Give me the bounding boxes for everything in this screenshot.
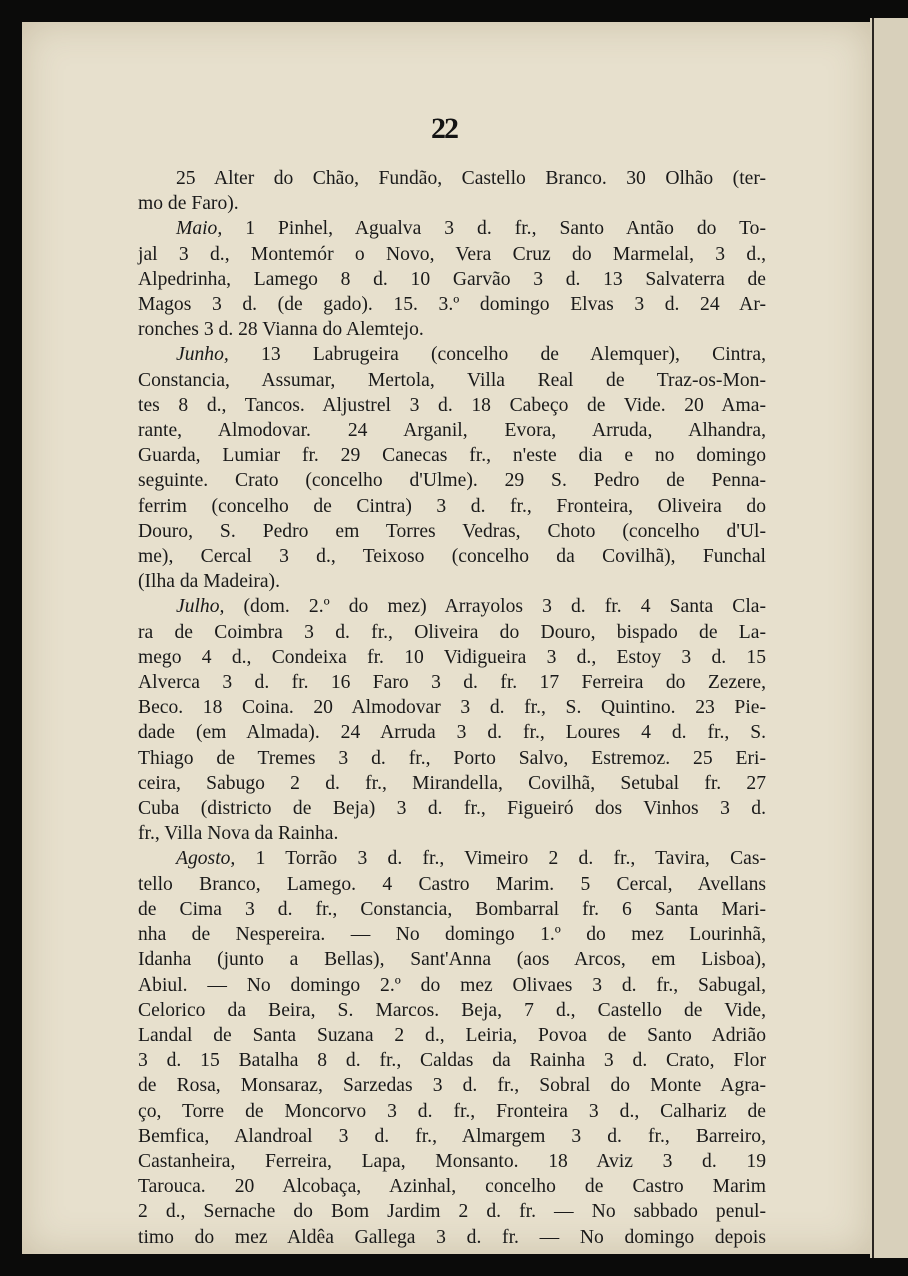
text-line xyxy=(138,620,766,645)
text-line xyxy=(138,720,766,745)
text-line xyxy=(138,1023,766,1048)
line-text: fr., Villa Nova da Rainha. xyxy=(138,823,339,845)
line-text: Thiago de Tremes 3 d. fr., Porto Salvo, Estremoz. 25 Eri- xyxy=(138,747,766,769)
line-text: Alpedrinha, Lamego 8 d. 10 Garvão 3 d. 13 Salvaterra de xyxy=(138,268,766,290)
line-text: dade (em Almada). 24 Arruda 3 d. fr., Loures 4 d. fr., S. xyxy=(138,722,766,744)
line-text: 13 Labrugeira (concelho de Alemquer), Cintra, xyxy=(228,344,766,366)
text-line xyxy=(138,846,766,871)
line-text: jal 3 d., Montemór o Novo, Vera Cruz do Marmelal, 3 d., xyxy=(138,243,766,265)
month-heading: Agosto, xyxy=(176,848,236,870)
line-text: Beco. 18 Coina. 20 Almodovar 3 d. fr., S. Quintino. 23 Pie- xyxy=(138,697,766,719)
text-line xyxy=(138,569,766,594)
line-text: ceira, Sabugo 2 d. fr., Mirandella, Covilhã, Setubal fr. 27 xyxy=(138,772,766,794)
body-text xyxy=(138,166,766,1250)
text-line xyxy=(138,292,766,317)
line-text: Abiul. — No domingo 2.º do mez Olivaes 3 d. fr., Sabugal, xyxy=(138,974,766,996)
line-text: Alverca 3 d. fr. 16 Faro 3 d. fr. 17 Ferreira do Zezere, xyxy=(138,672,766,694)
text-line xyxy=(138,519,766,544)
text-line xyxy=(138,1225,766,1250)
text-line xyxy=(138,1073,766,1098)
text-line xyxy=(138,494,766,519)
line-text: 2 d., Sernache do Bom Jardim 2 d. fr. — No sabbado penul- xyxy=(138,1201,766,1223)
line-text: Bemfica, Alandroal 3 d. fr., Almargem 3 d. fr., Barreiro, xyxy=(138,1125,766,1147)
line-text: ço, Torre de Moncorvo 3 d. fr., Fronteira 3 d., Calhariz de xyxy=(138,1100,766,1122)
text-line xyxy=(138,1149,766,1174)
line-text: (Ilha da Madeira). xyxy=(138,571,280,593)
text-line xyxy=(138,821,766,846)
text-line xyxy=(138,947,766,972)
text-line xyxy=(138,342,766,367)
text-line xyxy=(138,897,766,922)
line-text: tello Branco, Lamego. 4 Castro Marim. 5 Cercal, Avellans xyxy=(138,873,766,895)
text-line xyxy=(138,267,766,292)
text-line xyxy=(138,771,766,796)
text-line xyxy=(138,922,766,947)
line-text: Cuba (districto de Beja) 3 d. fr., Figueiró dos Vinhos 3 d. xyxy=(138,798,766,820)
text-line xyxy=(138,670,766,695)
line-text: me), Cercal 3 d., Teixoso (concelho da Covilhã), Funchal xyxy=(138,546,766,568)
text-line xyxy=(138,746,766,771)
line-text: 25 Alter do Chão, Fundão, Castello Branco. 30 Olhão (ter- xyxy=(176,168,766,189)
text-line xyxy=(138,191,766,216)
text-line xyxy=(138,368,766,393)
text-line xyxy=(138,1174,766,1199)
text-line xyxy=(138,544,766,569)
text-line xyxy=(138,973,766,998)
line-text: ra de Coimbra 3 d. fr., Oliveira do Douro, bispado de La- xyxy=(138,621,766,643)
line-text: Guarda, Lumiar fr. 29 Canecas fr., n'este dia e no domingo xyxy=(138,445,766,467)
text-line xyxy=(138,594,766,619)
line-text: seguinte. Crato (concelho d'Ulme). 29 S. Pedro de Penna- xyxy=(138,470,766,492)
line-text: Celorico da Beira, S. Marcos. Beja, 7 d., Castello de Vide, xyxy=(138,999,766,1021)
text-line xyxy=(138,1124,766,1149)
text-line xyxy=(138,317,766,342)
line-text: Tarouca. 20 Alcobaça, Azinhal, concelho de Castro Marim xyxy=(138,1176,766,1198)
text-line xyxy=(138,468,766,493)
page-fold-line xyxy=(872,18,874,1258)
text-line xyxy=(138,645,766,670)
text-line xyxy=(138,1199,766,1224)
text-line xyxy=(138,166,766,191)
text-line xyxy=(138,418,766,443)
line-text: (dom. 2.º do mez) Arrayolos 3 d. fr. 4 Santa Cla- xyxy=(224,596,766,618)
text-line xyxy=(138,796,766,821)
line-text: 1 Torrão 3 d. fr., Vimeiro 2 d. fr., Tavira, Cas- xyxy=(235,848,766,870)
adjacent-page-edge xyxy=(870,18,908,1258)
text-line xyxy=(138,998,766,1023)
line-text: mego 4 d., Condeixa fr. 10 Vidigueira 3 d., Estoy 3 d. 15 xyxy=(138,646,766,668)
text-line xyxy=(138,695,766,720)
line-text: de Rosa, Monsaraz, Sarzedas 3 d. fr., Sobral do Monte Agra- xyxy=(138,1075,766,1097)
line-text: Idanha (junto a Bellas), Sant'Anna (aos Arcos, em Lisboa), xyxy=(138,949,766,971)
line-text: 1 Pinhel, Agualva 3 d. fr., Santo Antão do To- xyxy=(222,218,766,240)
text-line xyxy=(138,242,766,267)
line-text: Magos 3 d. (de gado). 15. 3.º domingo Elvas 3 d. 24 Ar- xyxy=(138,294,766,316)
line-text: de Cima 3 d. fr., Constancia, Bombarral fr. 6 Santa Mari- xyxy=(138,898,766,920)
text-line xyxy=(138,1099,766,1124)
line-text: Douro, S. Pedro em Torres Vedras, Choto (concelho d'Ul- xyxy=(138,520,766,542)
line-text: Constancia, Assumar, Mertola, Villa Real de Traz-os-Mon- xyxy=(138,369,766,391)
line-text: ronches 3 d. 28 Vianna do Alemtejo. xyxy=(138,319,424,341)
page-number: 22 xyxy=(431,112,457,145)
line-text: timo do mez Aldêa Gallega 3 d. fr. — No domingo depois xyxy=(138,1226,766,1248)
line-text: rante, Almodovar. 24 Arganil, Evora, Arruda, Alhandra, xyxy=(138,420,766,442)
line-text: mo de Faro). xyxy=(138,193,239,215)
month-heading: Julho, xyxy=(176,596,225,618)
line-text: tes 8 d., Tancos. Aljustrel 3 d. 18 Cabeço de Vide. 20 Ama- xyxy=(138,394,766,416)
text-line xyxy=(138,443,766,468)
line-text: nha de Nespereira. — No domingo 1.º do mez Lourinhã, xyxy=(138,924,766,946)
text-line xyxy=(138,393,766,418)
month-heading: Junho, xyxy=(176,344,229,366)
text-line xyxy=(138,216,766,241)
text-line xyxy=(138,872,766,897)
line-text: Castanheira, Ferreira, Lapa, Monsanto. 18 Aviz 3 d. 19 xyxy=(138,1150,766,1172)
month-heading: Maio, xyxy=(176,218,223,240)
line-text: Landal de Santa Suzana 2 d., Leiria, Povoa de Santo Adrião xyxy=(138,1024,766,1046)
line-text: ferrim (concelho de Cintra) 3 d. fr., Fronteira, Oliveira do xyxy=(138,495,766,517)
text-line xyxy=(138,1048,766,1073)
line-text: 3 d. 15 Batalha 8 d. fr., Caldas da Rainha 3 d. Crato, Flor xyxy=(138,1050,766,1072)
